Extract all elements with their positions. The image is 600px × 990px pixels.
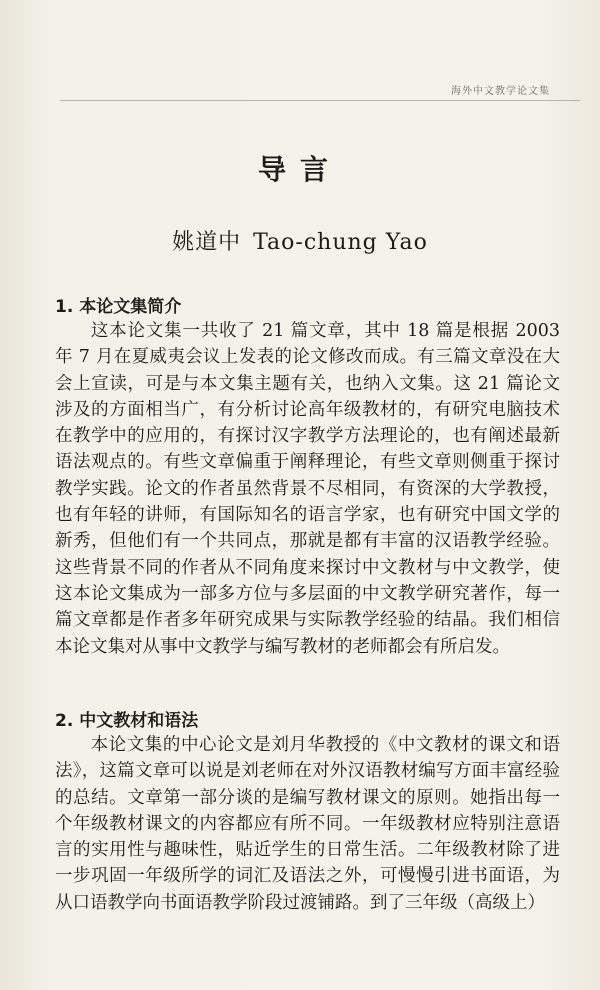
section-heading-2: 2. 中文教材和语法: [55, 711, 199, 731]
section-text-2: 本论文集的中心论文是刘月华教授的《中文教材的课文和语法》，这篇文章可以说是刘老师在对外汉语教材编写方面丰富经验的总结。文章第一部分谈的是编写教材课文的原则。她指出每一个年级教材课文的内容都应有所不同。一年级教材应特别注意语言的实用性与趣味性，贴近学生的日常生活。二年级教材除了进一步巩固一年级所学的词汇及语法之外，可慢慢引进书面语，为从口语教学向书面语教学阶段过渡铺路。到了三年级（高级上）: [55, 735, 560, 913]
header-divider: [60, 100, 580, 101]
section-paragraph-2: [55, 732, 560, 916]
running-header: 海外中文教学论文集: [451, 86, 550, 97]
author-english-name: Tao-chung Yao: [253, 230, 428, 255]
page-title: 导言: [257, 153, 342, 186]
author-line: [0, 225, 600, 256]
section-text-1: 这本论文集一共收了 21 篇文章，其中 18 篇是根据 2003 年 7 月在夏威夷会议上发表的论文修改而成。有三篇文章没在大会上宣读，可是与本文集主题有关，也纳入文集。这 21 篇论文涉及的方面相当广，有分析讨论高年级教材的，有研究电脑技术在教学中的应用的，有探讨汉字教学方法理论的，也有阐述最新语法观点的。有些文章偏重于阐释理论，有些文章则侧重于探讨教学实践。论文的作者虽然背景不尽相同，有资深的大学教授，也有年轻的讲师，有国际知名的语言学家，也有研究中国文学的新秀，但他们有一个共同点，那就是都有丰富的汉语教学经验。这些背景不同的作者从不同角度来探讨中文教材与中文教学，使这本论文集成为一部多方位与多层面的中文教学研究著作，每一篇文章都是作者多年研究成果与实际教学经验的结晶。我们相信本论文集对从事中文教学与编写教材的老师都会有所启发。: [55, 321, 560, 657]
section-heading-1: 1. 本论文集简介: [55, 297, 182, 317]
author-chinese-name: 姚道中: [172, 230, 242, 255]
section-paragraph-1: [55, 318, 560, 660]
